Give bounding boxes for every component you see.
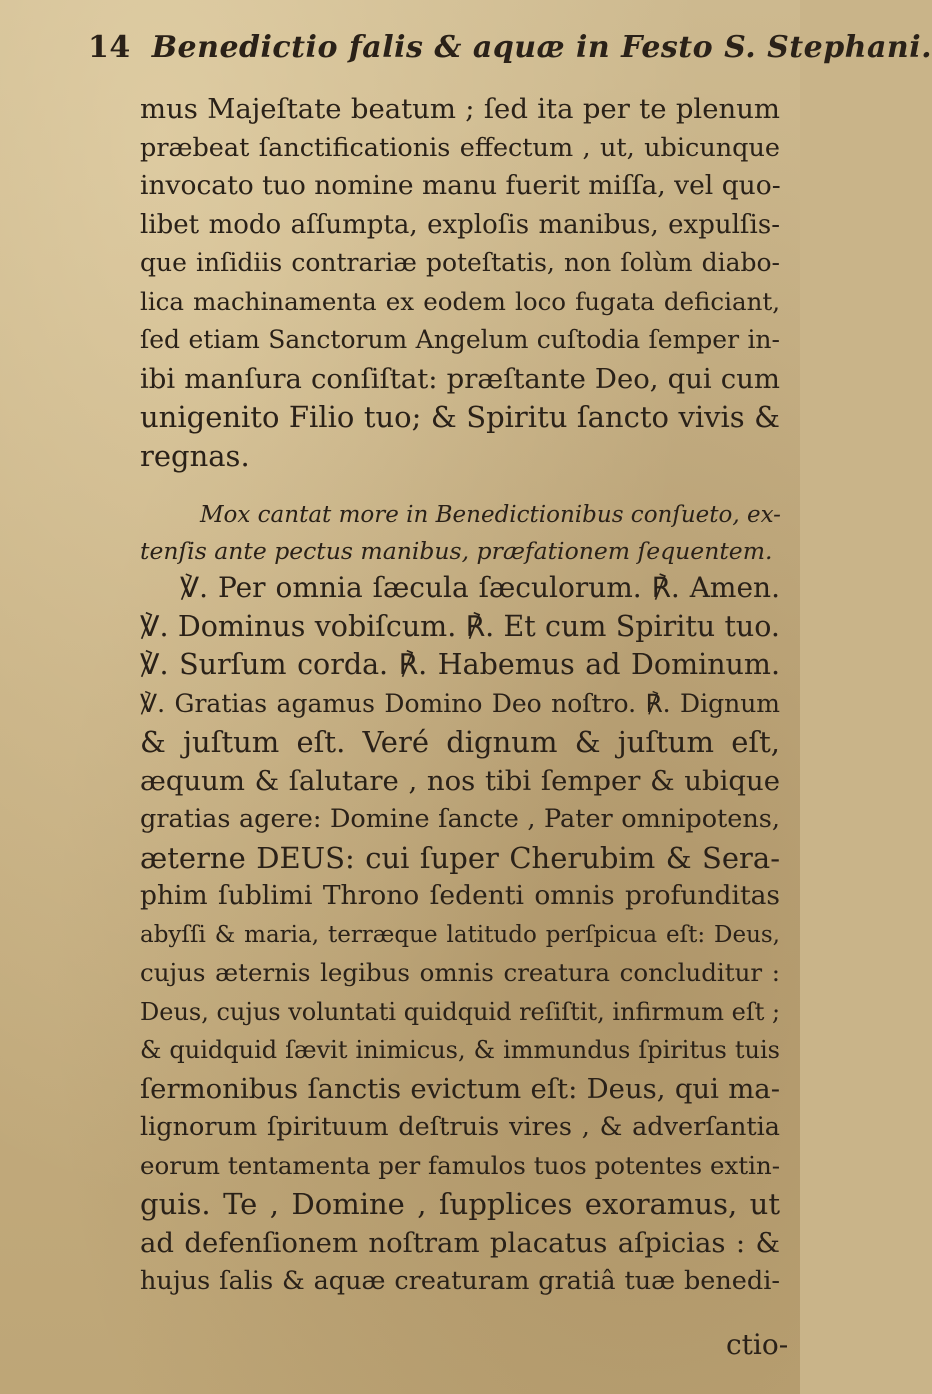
text-line: hujus ſalis & aquæ creaturam gratiâ tuæ benedi- xyxy=(140,1266,780,1296)
prayer-paragraph xyxy=(140,90,780,475)
text-line: guis. Te , Domine , ſupplices exoramus, ut xyxy=(140,1187,780,1221)
text-line: cujus æternis legibus omnis creatura concluditur : xyxy=(140,958,780,987)
text-line: eorum tentamenta per famulos tuos potentes extin- xyxy=(140,1150,780,1180)
versicle-line: ℣. Surſum corda. ℟. Habemus ad Dominum. xyxy=(140,648,780,681)
text-line: & quidquid ſævit inimicus, & immundus ſpiritus tuis xyxy=(140,1036,780,1064)
text-line: que inſidiis contrariæ poteſtatis, non ſolùm diabo- xyxy=(140,248,780,277)
text-line: ſed etiam Sanctorum Angelum cuſtodia ſemper in- xyxy=(140,325,780,354)
text-line: phim ſublimi Throno ſedenti omnis profunditas xyxy=(140,880,780,911)
text-line: æterne DEUS: cui ſuper Cherubim & Sera- xyxy=(140,840,780,875)
preface-dialogue xyxy=(140,569,780,1301)
versicle-line: ℣. Per omnia ſæcula ſæculorum. ℟. Amen. xyxy=(180,571,780,604)
text-line: gratias agere: Domine ſancte , Pater omnipotens, xyxy=(140,804,780,834)
rubric-line: Mox cantat more in Benedictionibus conſueto, ex- xyxy=(200,502,781,528)
page-number: 14 xyxy=(88,30,131,65)
text-line: & juſtum eſt. Veré dignum & juſtum eſt, xyxy=(140,725,780,759)
text-line: unigenito Filio tuo; & Spiritu ſancto vivis & xyxy=(140,400,780,434)
text-line: præbeat ſanctificationis effectum , ut, ubicunque xyxy=(140,132,780,163)
text-line: regnas. xyxy=(140,438,250,473)
running-header xyxy=(88,30,932,65)
rubric-instruction xyxy=(140,497,780,569)
text-line: lica machinamenta ex eodem loco fugata deficiant, xyxy=(140,286,780,316)
text-line: abyſſi & maria, terræque latitudo perſpicua eſt: Deus, xyxy=(140,921,780,948)
text-line: ibi manſura conſiſtat: præſtante Deo, qui cum xyxy=(140,362,780,395)
running-title: Benedictio falis & aquæ in Festo S. Stephani. xyxy=(151,30,932,65)
rubric-line: tenſis ante pectus manibus, præfationem ſequentem. xyxy=(140,537,773,565)
text-line: invocato tuo nomine manu fuerit miſſa, vel quo- xyxy=(140,170,781,201)
versicle-line: ℣. Dominus vobiſcum. ℟. Et cum Spiritu tuo. xyxy=(140,609,780,643)
catchword: ctio- xyxy=(726,1328,789,1361)
text-line: æquum & ſalutare , nos tibi ſemper & ubique xyxy=(140,764,780,797)
text-block xyxy=(140,90,780,1301)
text-line: lignorum ſpirituum deſtruis vires , & adverſantia xyxy=(140,1112,780,1142)
text-line: Deus, cujus voluntati quidquid reſiſtit, infirmum eſt ; xyxy=(140,997,781,1026)
text-line: mus Majeſtate beatum ; ſed ita per te plenum xyxy=(140,93,780,125)
text-line: ſermonibus ſanctis evictum eſt: Deus, qui ma- xyxy=(140,1072,780,1105)
text-line: libet modo aſſumpta, exploſis manibus, expulſis- xyxy=(140,209,780,240)
text-line: ad defenſionem noſtram placatus aſpicias : & xyxy=(140,1226,780,1259)
versicle-line: ℣. Gratias agamus Domino Deo noſtro. ℟. Dignum xyxy=(140,688,780,718)
